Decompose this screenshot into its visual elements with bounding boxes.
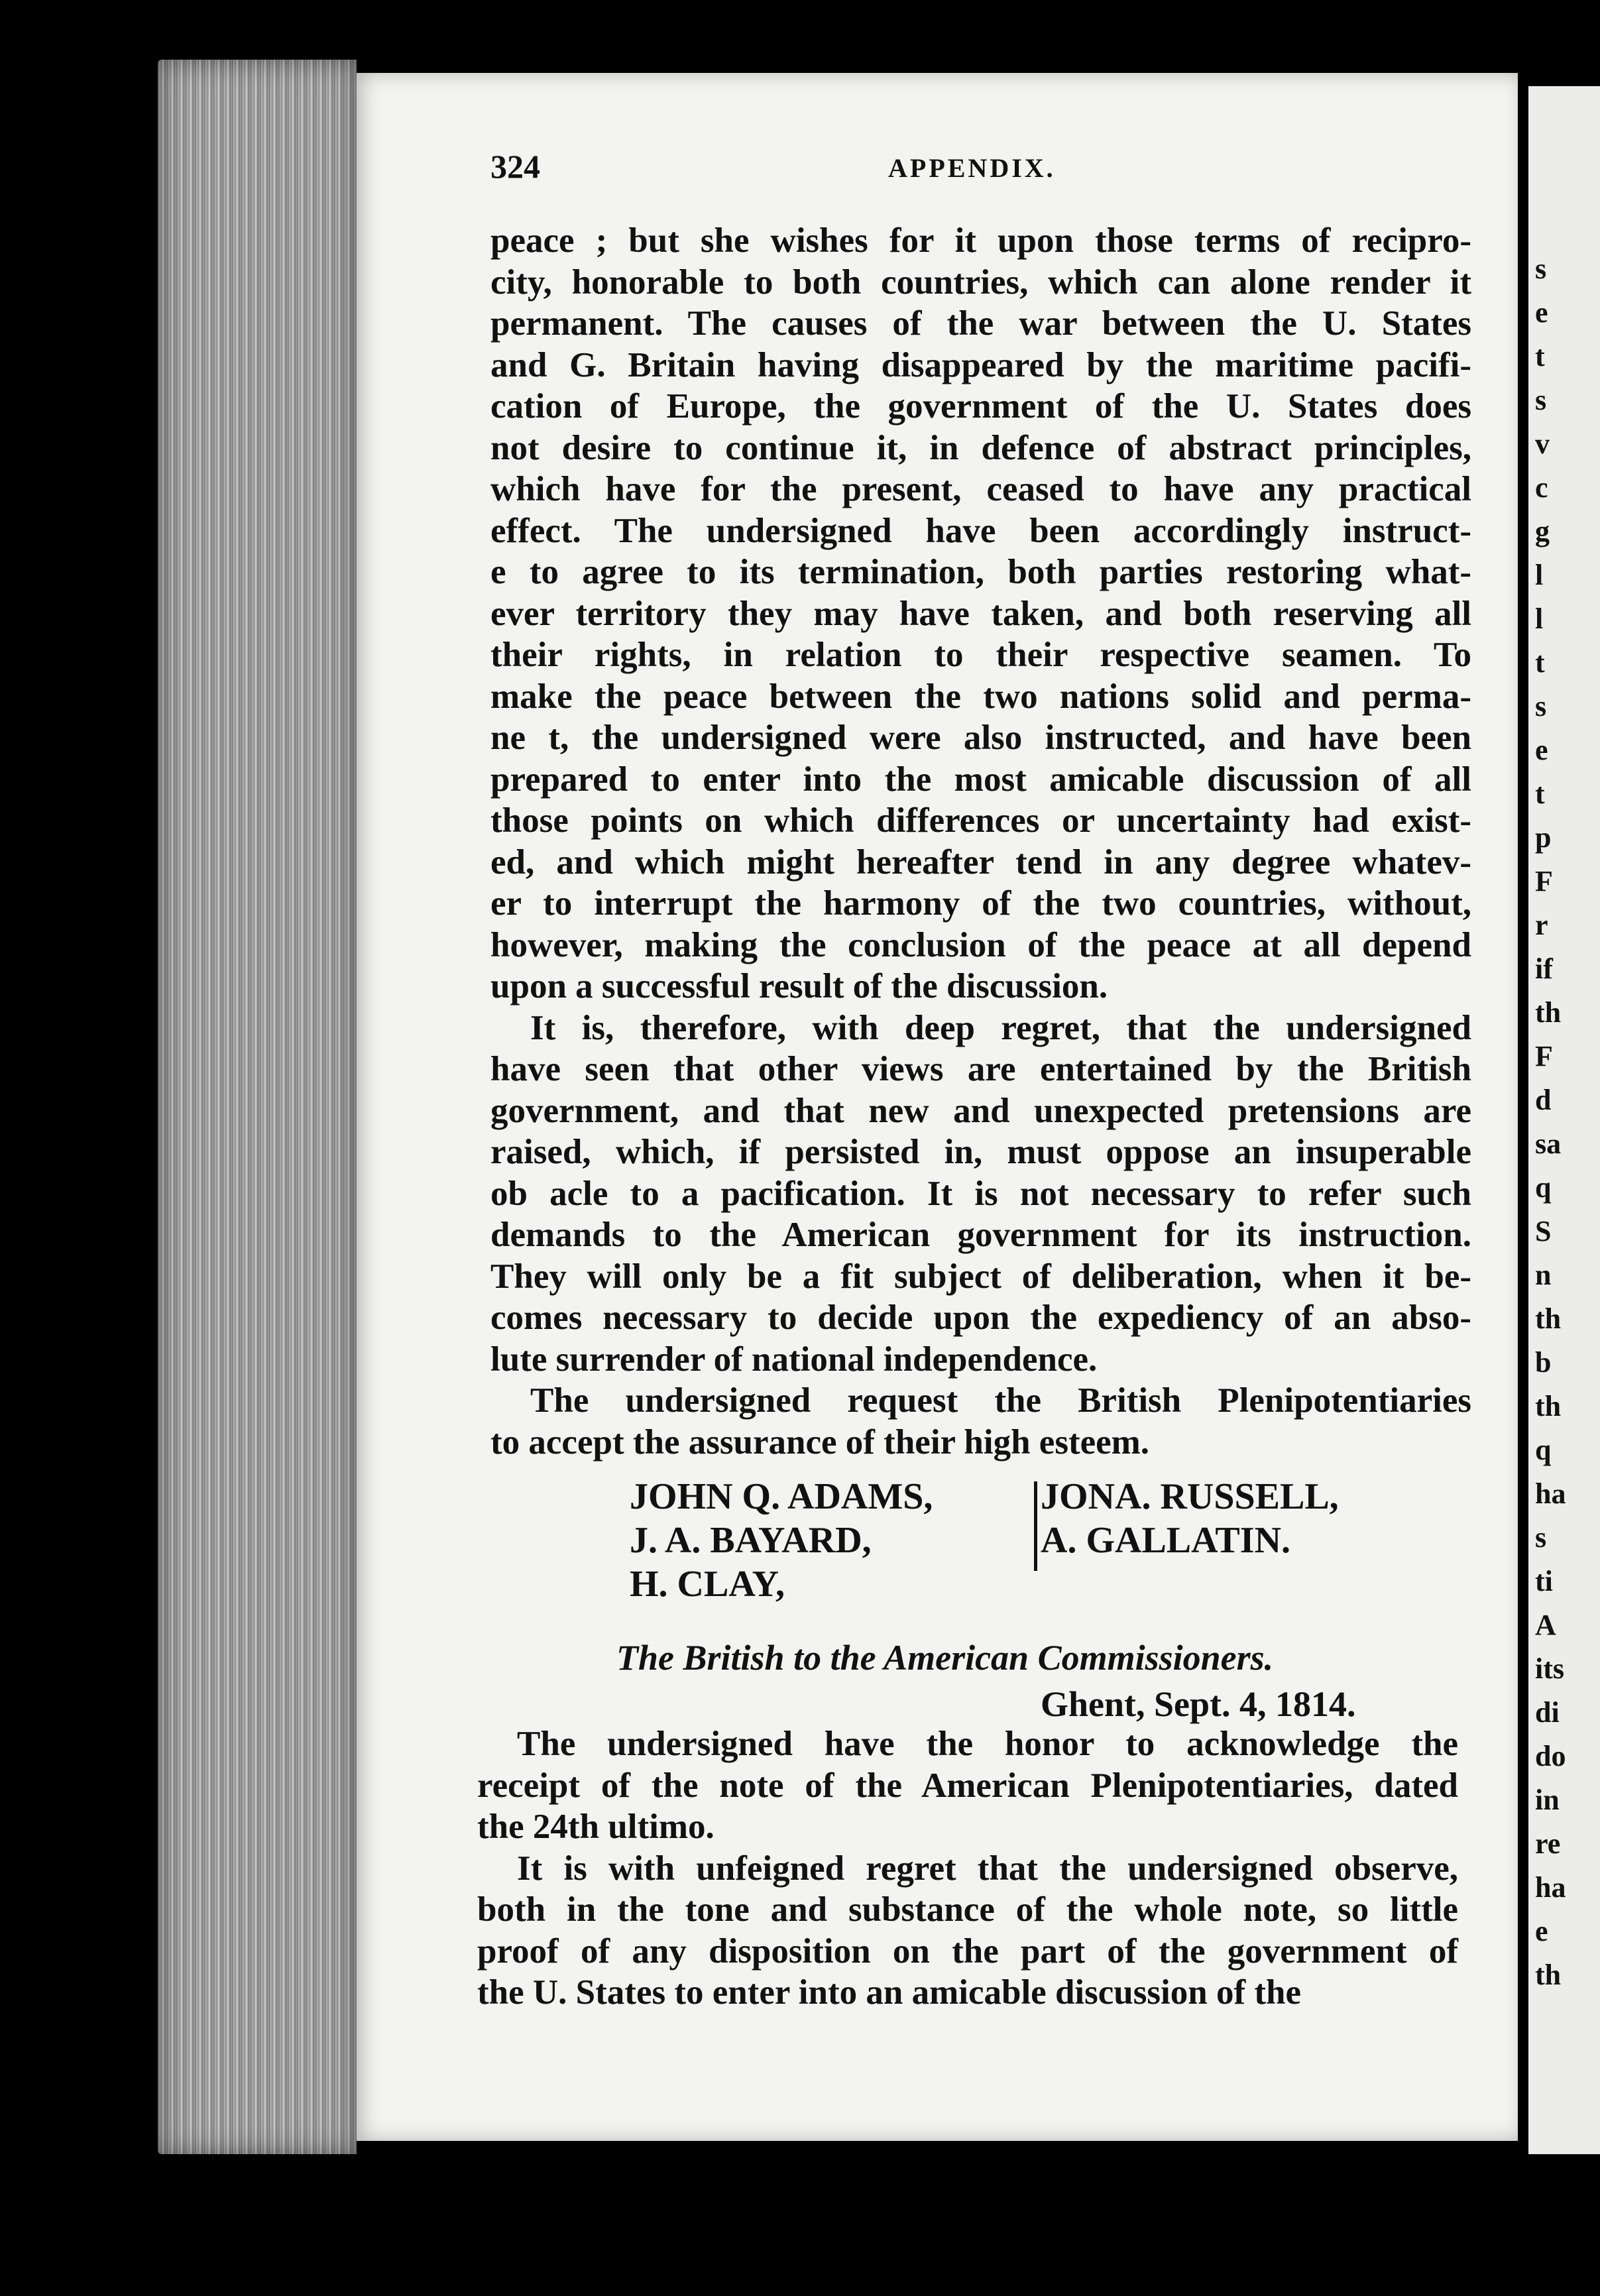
text-line: ob acle to a pacification. It is not necessary to refer such: [490, 1174, 1471, 1213]
facing-page-fragment: ha: [1535, 1871, 1566, 1904]
text-line: the U. States to enter into an amicable discussion of the: [477, 1973, 1302, 2012]
letter-heading: The British to the American Commissioners.: [616, 1638, 1274, 1678]
text-line: city, honorable to both countries, which can alone render it: [490, 262, 1471, 302]
facing-page-fragment: l: [1535, 603, 1544, 635]
facing-page-fragment: v: [1535, 428, 1550, 460]
text-line: They will only be a fit subject of deliberation, when it be-: [490, 1257, 1471, 1296]
facing-page-fragment: re: [1535, 1827, 1561, 1860]
facing-page-fragment: if: [1535, 952, 1553, 985]
signature: J. A. BAYARD,: [630, 1520, 872, 1561]
facing-page-fragment: s: [1535, 253, 1547, 285]
body-text: [490, 220, 1471, 1463]
text-line: and G. Britain having disappeared by the maritime pacifi-: [490, 345, 1471, 384]
page-gutter: [1518, 53, 1528, 2161]
text-line: demands to the American government for its instruction.: [490, 1216, 1471, 1254]
facing-page-fragment: s: [1535, 690, 1547, 722]
facing-page-fragment: e: [1535, 734, 1548, 766]
facing-page-fragment: S: [1535, 1215, 1552, 1247]
signature-block: [630, 1475, 1445, 1607]
facing-page-fragment: t: [1535, 646, 1545, 679]
facing-page-fragment: e: [1535, 296, 1548, 329]
text-line: It is, therefore, with deep regret, that the undersigned: [530, 1008, 1471, 1047]
facing-page-fragment: in: [1535, 1784, 1560, 1816]
facing-page-fragment: c: [1535, 471, 1548, 504]
facing-page-fragment: r: [1535, 909, 1548, 941]
text-line: The undersigned request the British Plenipotentiaries: [530, 1381, 1471, 1420]
facing-page-fragment: s: [1535, 384, 1547, 416]
facing-page-fragment: th: [1535, 1959, 1562, 1991]
text-line: both in the tone and substance of the whole note, so little: [477, 1890, 1458, 1929]
facing-page-fragment: do: [1535, 1740, 1566, 1772]
page-number: 324: [490, 148, 540, 185]
text-line: ed, and which might hereafter tend in any degree whatev-: [490, 842, 1471, 882]
facing-page-fragment: s: [1535, 1521, 1547, 1554]
book-fore-edge: [158, 60, 357, 2154]
running-head: [490, 147, 1485, 194]
text-line: ever territory they may have taken, and both reserving all: [490, 594, 1471, 633]
signatures-right: [1027, 1475, 1438, 1562]
facing-page-fragment: di: [1535, 1696, 1560, 1729]
section-title: APPENDIX.: [888, 153, 1056, 183]
text-line: cation of Europe, the government of the U. States does: [490, 387, 1471, 426]
facing-page-fragment: ti: [1535, 1565, 1553, 1597]
facing-page-fragment: q: [1535, 1171, 1552, 1204]
signature: JOHN Q. ADAMS,: [630, 1476, 933, 1517]
facing-page-fragment: ha: [1535, 1477, 1566, 1510]
text-line: proof of any disposition on the part of the government of: [477, 1931, 1458, 1971]
text-line: raised, which, if persisted in, must oppose an insuperable: [490, 1133, 1471, 1171]
facing-page-fragment: th: [1535, 996, 1562, 1029]
facing-page-fragment: g: [1535, 515, 1550, 547]
text-line: effect. The undersigned have been accordingly instruct-: [490, 511, 1471, 550]
body-text-2: [477, 1723, 1458, 2014]
text-line: to accept the assurance of their high esteem.: [490, 1422, 1150, 1462]
facing-page-fragment: l: [1535, 559, 1544, 591]
text-line: permanent. The causes of the war between the U. States: [490, 304, 1471, 343]
facing-page-fragment: b: [1535, 1346, 1552, 1379]
text-line: those points on which differences or uncertainty had exist-: [490, 801, 1471, 840]
facing-page-fragment: th: [1535, 1390, 1562, 1422]
signature: JONA. RUSSELL,: [1041, 1476, 1339, 1517]
text-line: The undersigned have the honor to acknowledge the: [517, 1725, 1458, 1763]
facing-page-fragment: F: [1535, 865, 1553, 897]
text-line: the 24th ultimo.: [477, 1808, 714, 1846]
facing-page-fragment: d: [1535, 1084, 1552, 1116]
signatures-left: [630, 1475, 1027, 1606]
text-line: which have for the present, ceased to have any practical: [490, 470, 1471, 508]
facing-page-fragment: t: [1535, 777, 1545, 810]
text-line: e to agree to its termination, both parties restoring what-: [490, 553, 1471, 591]
facing-page-fragment: n: [1535, 1259, 1552, 1291]
facing-page-fragment: sa: [1535, 1127, 1562, 1160]
text-line: upon a successful result of the discussion.: [490, 967, 1108, 1005]
facing-page-fragment: F: [1535, 1040, 1553, 1072]
signature: H. CLAY,: [630, 1564, 785, 1605]
facing-page-fragment: th: [1535, 1302, 1562, 1335]
text-line: er to interrupt the harmony of the two countries, without,: [490, 884, 1471, 923]
text-line: have seen that other views are entertained by the British: [490, 1050, 1471, 1088]
text-line: receipt of the note of the American Plenipotentiaries, dated: [477, 1766, 1458, 1805]
text-line: lute surrender of national independence.: [490, 1340, 1098, 1379]
text-line: comes necessary to decide upon the expediency of an abso-: [490, 1298, 1471, 1337]
dateline: Ghent, Sept. 4, 1814.: [1041, 1684, 1356, 1724]
facing-page-fragment: A: [1535, 1609, 1556, 1641]
text-line: however, making the conclusion of the peace at all depend: [490, 925, 1471, 964]
text-line: not desire to continue it, in defence of abstract principles,: [490, 428, 1471, 467]
signature: A. GALLATIN.: [1041, 1520, 1291, 1561]
text-line: peace ; but she wishes for it upon those terms of recipro-: [490, 221, 1471, 260]
facing-page-fragment: q: [1535, 1434, 1552, 1466]
text-line: make the peace between the two nations solid and perma-: [490, 677, 1471, 716]
text-line: prepared to enter into the most amicable discussion of all: [490, 760, 1471, 799]
facing-page-fragment: e: [1535, 1915, 1548, 1947]
text-line: their rights, in relation to their respective seamen. To: [490, 636, 1471, 674]
facing-page-fragment: its: [1535, 1652, 1564, 1685]
text-line: ne t, the undersigned were also instructed, and have been: [490, 718, 1471, 757]
text-line: It is with unfeigned regret that the undersigned observe,: [517, 1849, 1458, 1888]
facing-page-fragment: t: [1535, 340, 1545, 373]
facing-page-edge: [1528, 86, 1600, 2154]
facing-page-fragment: p: [1535, 821, 1552, 854]
text-line: government, and that new and unexpected pretensions are: [490, 1091, 1471, 1130]
